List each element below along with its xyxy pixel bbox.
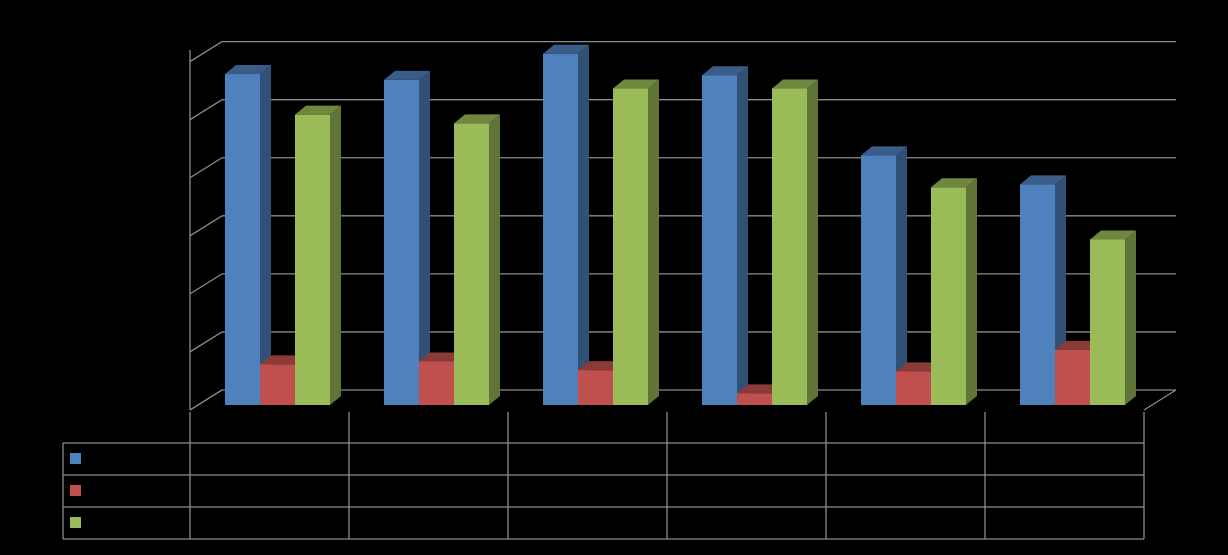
bar-side	[1125, 231, 1136, 405]
bar	[225, 65, 271, 405]
bar	[861, 146, 907, 405]
bar	[702, 66, 748, 405]
bar-front	[737, 393, 772, 405]
bar-side	[489, 114, 500, 405]
bar-front	[1090, 240, 1125, 405]
bar-front	[225, 74, 260, 405]
bar-front	[702, 75, 737, 405]
bar-front	[931, 187, 966, 405]
floor-right-edge	[1144, 390, 1176, 410]
bar	[543, 45, 589, 405]
bar	[454, 114, 500, 405]
legend-key	[70, 453, 81, 464]
bar-side	[807, 80, 818, 405]
bar-side	[737, 66, 748, 405]
legend-key	[70, 517, 81, 528]
bar-front	[419, 361, 454, 405]
bar-front	[295, 115, 330, 405]
side-wall-gridline	[190, 42, 222, 62]
side-wall-gridline	[190, 100, 222, 120]
side-wall-gridline	[190, 274, 222, 294]
bar-front	[1055, 350, 1090, 405]
bar	[613, 80, 659, 405]
floor-left-edge	[190, 390, 222, 410]
bar-front	[384, 80, 419, 405]
bar	[772, 80, 818, 405]
data-table	[63, 412, 1144, 539]
bar	[931, 178, 977, 405]
legend-key	[70, 485, 81, 496]
bar-front	[896, 371, 931, 405]
bars	[225, 45, 1136, 405]
side-wall-gridline	[190, 216, 222, 236]
bar-side	[330, 106, 341, 405]
bar	[384, 71, 430, 405]
bar-side	[966, 178, 977, 405]
bar-front	[578, 370, 613, 405]
bar	[1090, 231, 1136, 405]
bar-front	[1020, 184, 1055, 405]
bar-front	[454, 123, 489, 405]
bar-front	[260, 364, 295, 405]
bar-side	[648, 80, 659, 405]
bar-side	[578, 45, 589, 405]
bar-front	[613, 89, 648, 405]
bar-side	[260, 65, 271, 405]
bar-front	[861, 155, 896, 405]
side-wall-gridline	[190, 332, 222, 352]
side-wall-gridline	[190, 158, 222, 178]
bar-front	[543, 54, 578, 405]
bar	[295, 106, 341, 405]
bar-front	[772, 89, 807, 405]
